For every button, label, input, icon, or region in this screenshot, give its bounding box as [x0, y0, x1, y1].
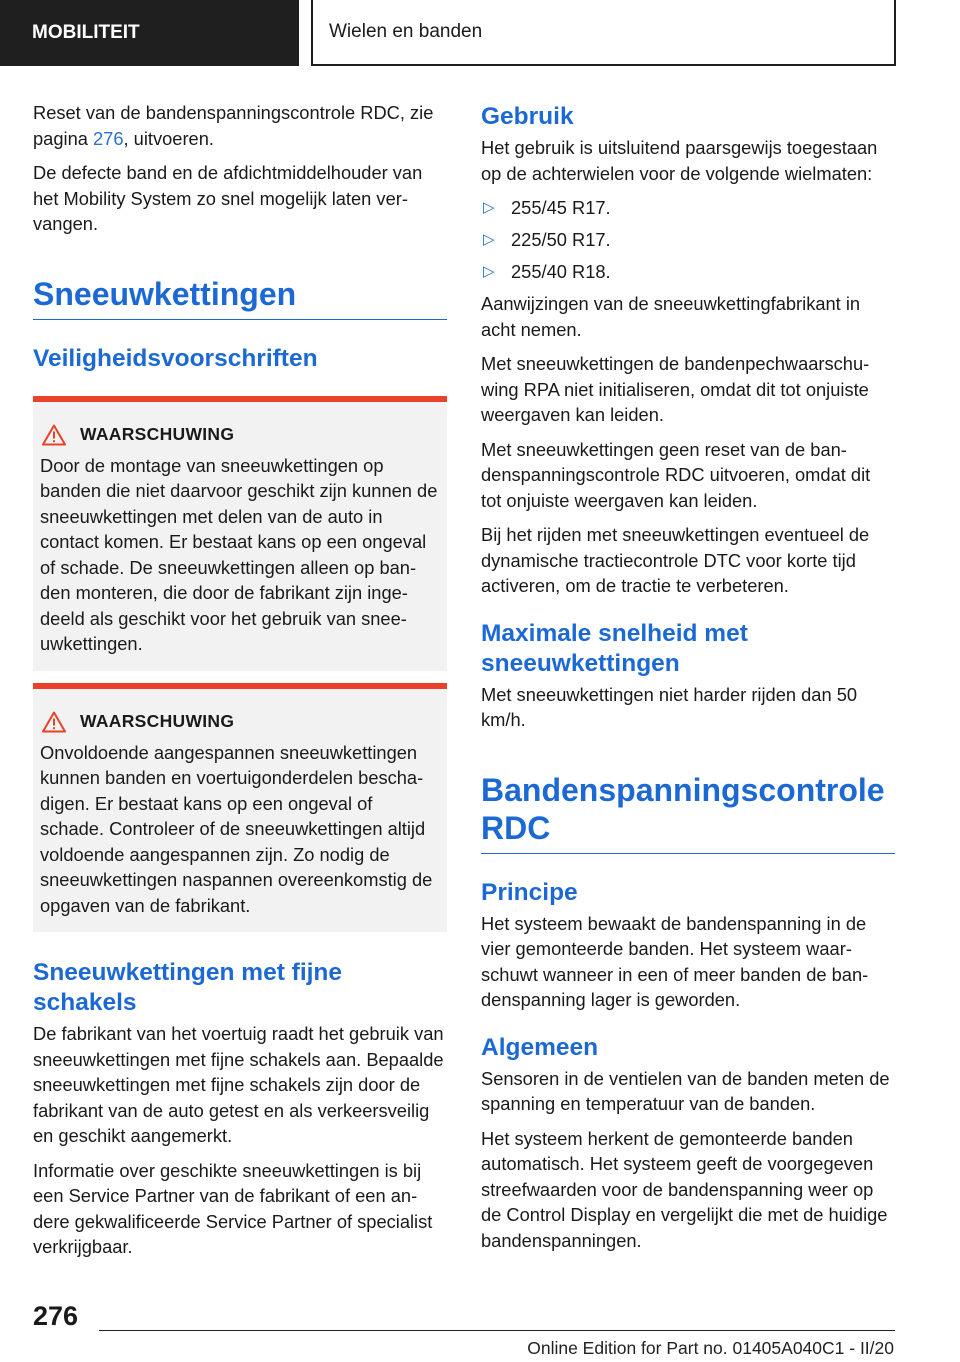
heading-max-speed: Maximale snelheid met sneeuwkettingen: [481, 619, 748, 677]
warning-triangle-icon: [42, 424, 66, 446]
section-label: MOBILITEIT: [0, 0, 299, 66]
footer-divider: [99, 1330, 895, 1331]
chapter-label: Wielen en banden: [311, 0, 896, 66]
edition-note: Online Edition for Part no. 01405A040C1 - II/20: [527, 1338, 894, 1358]
heading-use: Gebruik: [481, 103, 574, 130]
page-number: 276: [33, 1301, 79, 1331]
triangle-bullet-icon: ▷: [483, 199, 495, 216]
right-column: [481, 100, 895, 1262]
intro-paragraph: Reset van de bandenspanningscontrole RDC, zie pagina 276, uitvoeren.: [33, 102, 434, 149]
heading-principle: Principe: [481, 878, 578, 906]
warning-box-2: [33, 683, 447, 933]
heading-safety: Veiligheidsvoorschriften: [33, 344, 318, 372]
warning-triangle-icon: [42, 711, 66, 733]
fine-chains-paragraph-2: Informatie over geschikte sneeuwkettingen is bij een Service Partner van de fabrikant of een andere gekwalificeerde Service Partner of specialist verkrijgbaar.: [33, 1159, 433, 1257]
principle-paragraph: Het systeem bewaakt de bandenspanning in de vier gemonteerde banden. Het systeem waarschuwt wanneer in een of meer banden de bandenspanning lager is geworden.: [481, 912, 869, 1010]
list-item: ▷ 225/50 R17.: [481, 227, 895, 253]
heading-general: Algemeen: [481, 1033, 599, 1061]
general-paragraph-1: Sensoren in de ventielen van de banden meten de spanning en temperatuur van de banden.: [481, 1067, 890, 1114]
list-item: ▷ 255/45 R17.: [481, 195, 895, 221]
defect-tyre-paragraph: De defecte band en de afdichtmiddelhouder van het Mobility System zo snel mogelijk laten vervangen.: [33, 162, 423, 234]
triangle-bullet-icon: ▷: [483, 231, 495, 248]
use-paragraph-1: Het gebruik is uitsluitend paarsgewijs toegestaan op de achterwielen voor de volgende wielmaten:: [481, 137, 878, 184]
page-link[interactable]: 276: [92, 127, 124, 149]
general-paragraph-2: Het systeem herkent de gemonteerde banden automatisch. Het systeem geeft de voorgegeven streefwaarden voor de bandenspanning weer op de Control Display en vergelijkt die met de huidige bandenspanningen.: [481, 1127, 888, 1251]
wheel-size-list: [481, 195, 895, 285]
heading-fine-chains: Sneeuwkettingen met fijne schakels: [33, 959, 343, 1016]
use-paragraph-5: Bij het rijden met sneeuwkettingen eventueel de dynamische tractiecontrole DTC voor korte tijd activeren, om de tractie te verbeteren.: [481, 524, 870, 596]
use-paragraph-4: Met sneeuwkettingen geen reset van de bandenspanningscontrole RDC uitvoeren, omdat dit tot onjuiste weergaven kan leiden.: [481, 438, 871, 511]
page-header: [0, 0, 960, 66]
triangle-bullet-icon: ▷: [483, 263, 495, 280]
warning-text: Onvoldoende aangespannen sneeuwkettingen kunnen banden en voertuigonderdelen beschadigen. Er bestaat kans op een ongeval of schade. Controleer of de sneeuwkettingen altijd voldoende aangespannen zijn. Zo nodig de sneeuwkettingen naspannen overeenkomstig de opgaven van de fabrikant.: [40, 741, 433, 916]
warning-box-1: [33, 396, 447, 671]
warning-title: WAARSCHUWING: [80, 711, 235, 731]
use-paragraph-3: Met sneeuwkettingen de bandenpechwaarschuwing RPA niet initialiseren, omdat dit tot onjuiste weergaven kan leiden.: [481, 353, 870, 425]
page-footer: [0, 1290, 960, 1362]
fine-chains-paragraph-1: De fabrikant van het voertuig raadt het gebruik van sneeuwkettingen met fijne schakels aan. Bepaalde sneeuwkettingen met fijne schakels zijn door de fabrikant van de auto getest en als verkeersveilig en geschikt aangemerkt.: [33, 1023, 444, 1146]
use-paragraph-2: Aanwijzingen van de sneeuwkettingfabrikant in acht nemen.: [481, 293, 861, 340]
heading-rdc: Bandenspanningscontrole RDC: [481, 771, 895, 854]
left-column: [33, 100, 447, 1269]
warning-text: Door de montage van sneeuwkettingen op banden die niet daarvoor geschikt zijn kunnen de sneeuwkettingen met delen van de auto in contact komen. Er bestaat kans op een ongeval of schade. De sneeuwkettingen alleen op banden monteren, die door de fabrikant zijn ingedeeld als geschikt voor het gebruik van sneeuwkettingen.: [40, 454, 438, 654]
max-speed-paragraph: Met sneeuwkettingen niet harder rijden dan 50 km/h.: [481, 683, 858, 730]
list-item: ▷ 255/40 R18.: [481, 259, 895, 285]
heading-snow-chains: Sneeuwkettingen: [33, 275, 447, 320]
warning-title: WAARSCHUWING: [80, 424, 235, 444]
